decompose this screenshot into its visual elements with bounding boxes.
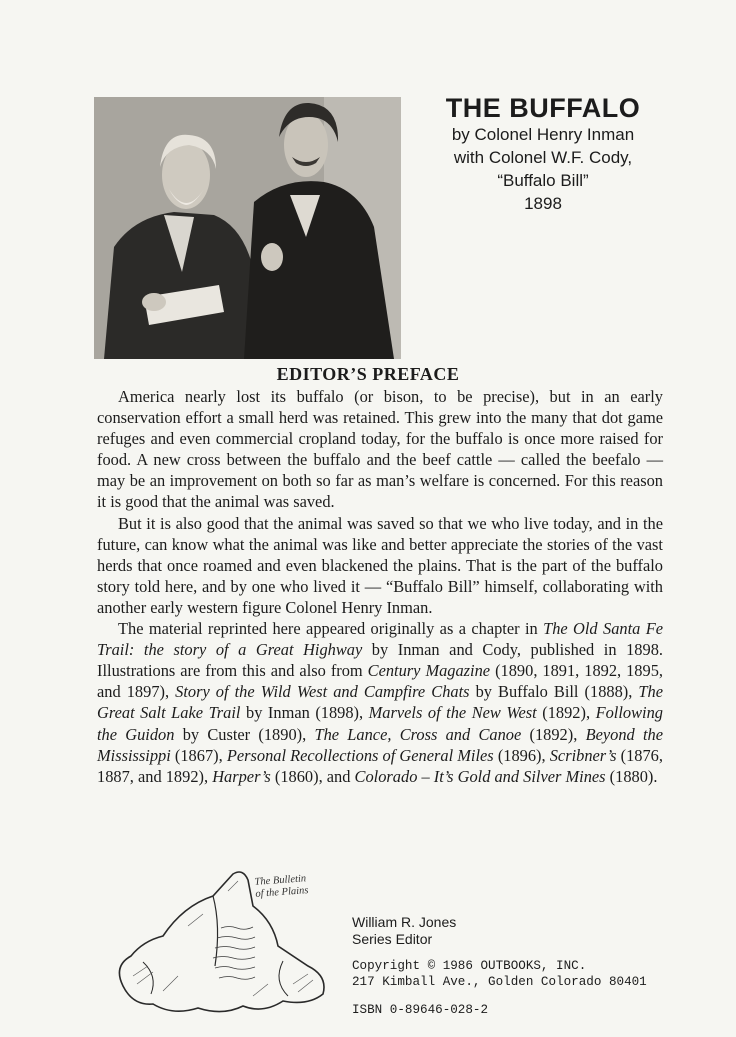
preface-text-segment: by Buffalo Bill (1888),: [469, 682, 639, 702]
title-block: [418, 93, 668, 215]
preface-text-segment: (1880).: [605, 766, 658, 786]
publisher-address: 217 Kimball Ave., Golden Colorado 80401: [352, 975, 647, 989]
cited-title: Following the Guidon: [97, 703, 663, 744]
cited-title: Harper’s: [212, 766, 271, 786]
preface-text-segment: by Inman (1898),: [240, 703, 369, 723]
preface-text-segment: (1892),: [536, 703, 596, 723]
preface-text-segment: (1896),: [493, 745, 550, 765]
preface-paragraph-3: [97, 618, 663, 787]
cited-title: Colorado – It’s Gold and Silver Mines: [354, 766, 606, 786]
frontispiece-photo: [94, 97, 401, 359]
book-title: THE BUFFALO: [445, 93, 641, 123]
preface-text-segment: by Inman and Cody, published in 1898. Illustrations are from this and also from: [97, 640, 663, 681]
editor-name: William R. Jones: [352, 914, 457, 930]
cited-title: The Lance, Cross and Canoe: [314, 724, 522, 744]
copyright-line: Copyright © 1986 OUTBOOKS, INC.: [352, 959, 587, 973]
preface-text-segment: (1890, 1891, 1892, 1895, and 1897),: [97, 661, 663, 702]
cited-title: Story of the Wild West and Campfire Chats: [175, 682, 470, 702]
cited-title: Scribner’s: [549, 745, 617, 765]
preface-text-segment: (1860), and: [270, 766, 355, 786]
editor-role: Series Editor: [352, 931, 433, 947]
preface-text-segment: by Custer (1890),: [174, 724, 315, 744]
preface-paragraph-2: But it is also good that the animal was saved so that we who live today, and in the future, can know what the animal was like and better appreciate the stories of the vast herds that once roamed and even blackened the plains. That is the part of the buffalo story told here, and by one who lived it — “Buffalo Bill” himself, collaborating with another early western figure Colonel Henry Inman.: [97, 513, 663, 617]
isbn-number: ISBN 0-89646-028-2: [352, 1003, 489, 1017]
cited-title: The Great Salt Lake Trail: [97, 682, 663, 723]
cited-title: Beyond the Mississippi: [97, 724, 663, 765]
cited-title: The Old Santa Fe Trail: the story of a Great Highway: [97, 619, 663, 660]
preface-heading: EDITOR’S PREFACE: [276, 364, 460, 384]
cited-title: Marvels of the New West: [368, 703, 537, 723]
preface-text-segment: (1892),: [521, 724, 586, 744]
byline-author: by Colonel Henry Inman: [451, 125, 635, 144]
preface-text-segment: The material reprinted here appeared originally as a chapter in: [118, 619, 544, 639]
preface-text-segment: (1867),: [170, 745, 227, 765]
cited-title: Personal Recollections of General Miles: [226, 745, 494, 765]
cited-title: Century Magazine: [367, 661, 491, 681]
publication-year: 1898: [524, 194, 562, 213]
caption-line-1: The Bulletin: [254, 873, 307, 888]
copyright-block: [352, 958, 647, 990]
byline-nickname: “Buffalo Bill”: [497, 171, 589, 190]
byline-coauthor: with Colonel W.F. Cody,: [453, 148, 633, 167]
preface-body: [97, 386, 663, 787]
preface-text-segment: (1876, 1887, and 1892),: [97, 745, 663, 786]
illustration-caption: [254, 873, 309, 901]
caption-line-2: of the Plains: [255, 885, 309, 900]
preface-paragraph-1: America nearly lost its buffalo (or bison, to be precise), but in an early conservation effort a small herd was retained. This grew into the many that dot game refuges and even commercial cropland today, for the buffalo is once more raised for food. A new cross between the buffalo and the beef cattle — called the beefalo — may be an improvement on both so far as man’s welfare is concerned. For this reason it is good that the animal was saved.: [97, 387, 663, 512]
series-editor-block: [352, 914, 456, 948]
